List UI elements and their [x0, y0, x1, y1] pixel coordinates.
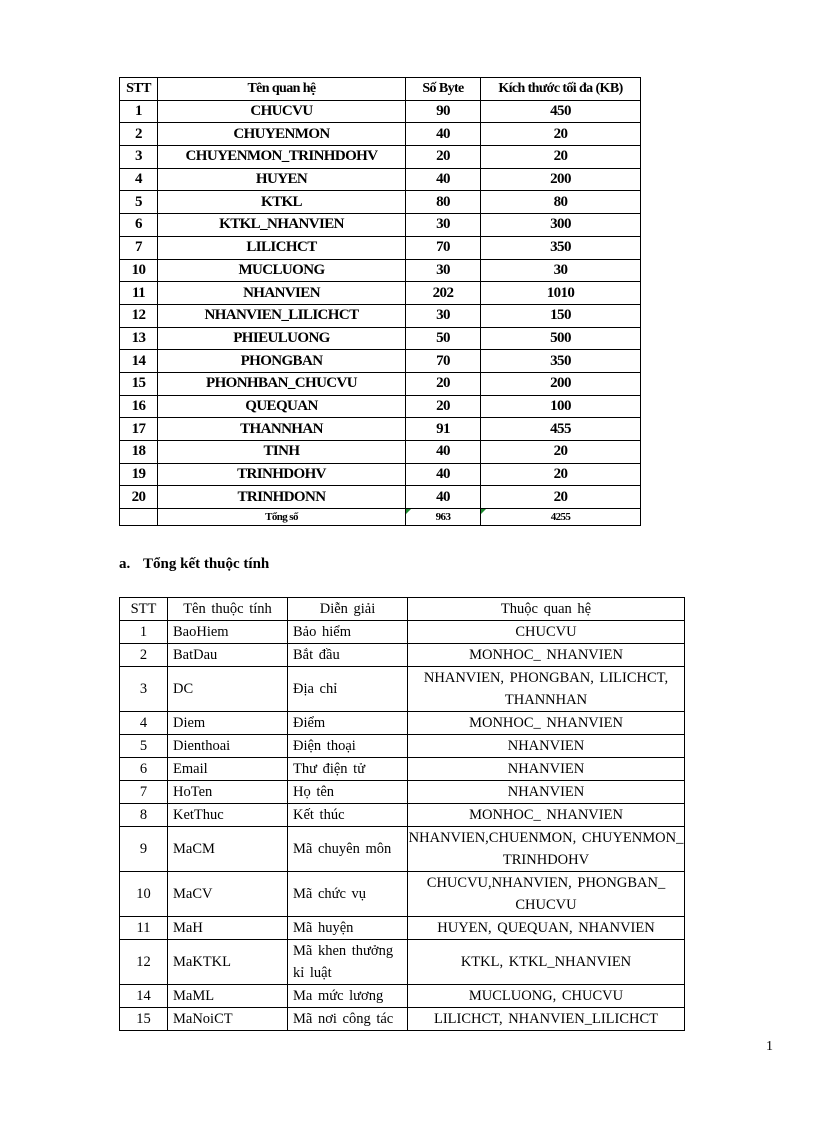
cell-relation-name: LILICHCT [158, 236, 406, 259]
table-row [120, 418, 641, 441]
section-title: Tổng kết thuộc tính [143, 556, 270, 572]
cell-max-size: 20 [481, 486, 641, 509]
relation-size-table [119, 77, 641, 526]
table-row [120, 236, 641, 259]
cell-attribute-name: MaNoiCT [168, 1008, 288, 1031]
header-attribute-name: Tên thuộc tính [168, 598, 288, 621]
cell-attribute-name: HoTen [168, 781, 288, 804]
cell-relation: MUCLUONG, CHUCVU [408, 985, 685, 1008]
header-relation-name: Tên quan hệ [158, 78, 406, 101]
cell-relation-name: HUYEN [158, 168, 406, 191]
cell-relation-name: TRINHDONN [158, 486, 406, 509]
cell-relation: NHANVIEN [408, 758, 685, 781]
total-bytes: 963 [406, 509, 481, 526]
cell-stt: 2 [120, 644, 168, 667]
cell-stt: 6 [120, 758, 168, 781]
cell-relation: MONHOC_ NHANVIEN [408, 712, 685, 735]
table-row [120, 804, 685, 827]
cell-description: Điện thoại [288, 735, 408, 758]
cell-attribute-name: DC [168, 667, 288, 712]
cell-stt: 10 [120, 872, 168, 917]
relation-size-table-body [120, 100, 641, 508]
cell-bytes: 30 [406, 214, 481, 237]
cell-max-size: 350 [481, 236, 641, 259]
cell-relation-name: KTKL [158, 191, 406, 214]
cell-relation-name: CHUYENMON [158, 123, 406, 146]
cell-relation: NHANVIEN,CHUENMON, CHUYENMON_ TRINHDOHV [408, 827, 685, 872]
table-row [120, 621, 685, 644]
cell-bytes: 20 [406, 146, 481, 169]
header-stt: STT [120, 78, 158, 101]
header-max-size: Kích thước tối đa (KB) [481, 78, 641, 101]
cell-max-size: 30 [481, 259, 641, 282]
table-row [120, 259, 641, 282]
table-header-row [120, 78, 641, 101]
table-header-row [120, 598, 685, 621]
cell-bytes: 30 [406, 259, 481, 282]
cell-relation: KTKL, KTKL_NHANVIEN [408, 940, 685, 985]
cell-relation-name: PHONGBAN [158, 350, 406, 373]
table-row [120, 214, 641, 237]
cell-relation-name: PHONHBAN_CHUCVU [158, 372, 406, 395]
cell-max-size: 100 [481, 395, 641, 418]
cell-relation: MONHOC_ NHANVIEN [408, 644, 685, 667]
cell-max-size: 150 [481, 304, 641, 327]
cell-relation: NHANVIEN [408, 735, 685, 758]
table-row [120, 191, 641, 214]
cell-description: Thư điện tử [288, 758, 408, 781]
cell-relation-name: NHANVIEN_LILICHCT [158, 304, 406, 327]
table-row [120, 486, 641, 509]
cell-stt: 19 [120, 463, 158, 486]
cell-relation: MONHOC_ NHANVIEN [408, 804, 685, 827]
total-empty-cell [120, 509, 158, 526]
cell-attribute-name: MaML [168, 985, 288, 1008]
table-row [120, 667, 685, 712]
section-heading [119, 556, 419, 573]
cell-max-size: 80 [481, 191, 641, 214]
cell-description: Mã huyện [288, 917, 408, 940]
cell-max-size: 20 [481, 441, 641, 464]
table-row [120, 168, 641, 191]
cell-stt: 17 [120, 418, 158, 441]
table-row [120, 872, 685, 917]
cell-stt: 15 [120, 372, 158, 395]
cell-description: Điểm [288, 712, 408, 735]
cell-stt: 14 [120, 350, 158, 373]
cell-stt: 9 [120, 827, 168, 872]
header-bytes: Số Byte [406, 78, 481, 101]
cell-stt: 14 [120, 985, 168, 1008]
cell-stt: 12 [120, 940, 168, 985]
cell-stt: 3 [120, 667, 168, 712]
cell-relation-name: TRINHDOHV [158, 463, 406, 486]
cell-stt: 2 [120, 123, 158, 146]
cell-relation: LILICHCT, NHANVIEN_LILICHCT [408, 1008, 685, 1031]
cell-attribute-name: BatDau [168, 644, 288, 667]
table-row [120, 1008, 685, 1031]
cell-max-size: 20 [481, 146, 641, 169]
table-row [120, 146, 641, 169]
table-row [120, 781, 685, 804]
cell-relation-name: PHIEULUONG [158, 327, 406, 350]
cell-relation: NHANVIEN, PHONGBAN, LILICHCT, THANNHAN [408, 667, 685, 712]
cell-description: Mã chức vụ [288, 872, 408, 917]
page-number: 1 [766, 1039, 773, 1054]
cell-stt: 6 [120, 214, 158, 237]
cell-stt: 1 [120, 100, 158, 123]
cell-stt: 11 [120, 917, 168, 940]
table-row [120, 327, 641, 350]
cell-stt: 8 [120, 804, 168, 827]
cell-bytes: 90 [406, 100, 481, 123]
table-row [120, 644, 685, 667]
cell-attribute-name: Dienthoai [168, 735, 288, 758]
cell-max-size: 455 [481, 418, 641, 441]
table-row [120, 395, 641, 418]
table-row [120, 100, 641, 123]
cell-attribute-name: BaoHiem [168, 621, 288, 644]
cell-bytes: 70 [406, 350, 481, 373]
cell-description: Bảo hiểm [288, 621, 408, 644]
cell-description: Mã nơi công tác [288, 1008, 408, 1031]
cell-relation-name: KTKL_NHANVIEN [158, 214, 406, 237]
cell-relation: CHUCVU,NHANVIEN, PHONGBAN_ CHUCVU [408, 872, 685, 917]
cell-stt: 15 [120, 1008, 168, 1031]
cell-description: Ma mức lương [288, 985, 408, 1008]
cell-stt: 13 [120, 327, 158, 350]
header-stt: STT [120, 598, 168, 621]
cell-max-size: 1010 [481, 282, 641, 305]
cell-stt: 7 [120, 236, 158, 259]
table-row [120, 735, 685, 758]
cell-relation: CHUCVU [408, 621, 685, 644]
cell-description: Kết thúc [288, 804, 408, 827]
table-row [120, 304, 641, 327]
header-relation: Thuộc quan hệ [408, 598, 685, 621]
cell-description: Bắt đầu [288, 644, 408, 667]
cell-max-size: 20 [481, 463, 641, 486]
cell-stt: 10 [120, 259, 158, 282]
cell-attribute-name: MaCV [168, 872, 288, 917]
cell-max-size: 200 [481, 372, 641, 395]
cell-attribute-name: MaKTKL [168, 940, 288, 985]
cell-bytes: 40 [406, 463, 481, 486]
cell-relation-name: QUEQUAN [158, 395, 406, 418]
table-row [120, 282, 641, 305]
cell-max-size: 200 [481, 168, 641, 191]
cell-attribute-name: MaCM [168, 827, 288, 872]
table-row [120, 985, 685, 1008]
cell-max-size: 500 [481, 327, 641, 350]
cell-bytes: 202 [406, 282, 481, 305]
table-row [120, 372, 641, 395]
table-row [120, 827, 685, 872]
cell-bytes: 40 [406, 123, 481, 146]
cell-max-size: 450 [481, 100, 641, 123]
attribute-summary-table [119, 597, 685, 1031]
cell-relation: HUYEN, QUEQUAN, NHANVIEN [408, 917, 685, 940]
cell-description: Địa chỉ [288, 667, 408, 712]
cell-attribute-name: MaH [168, 917, 288, 940]
table-row [120, 463, 641, 486]
cell-bytes: 91 [406, 418, 481, 441]
cell-bytes: 70 [406, 236, 481, 259]
cell-relation-name: CHUCVU [158, 100, 406, 123]
cell-bytes: 40 [406, 441, 481, 464]
cell-max-size: 350 [481, 350, 641, 373]
attribute-summary-table-body [120, 621, 685, 1031]
cell-relation-name: NHANVIEN [158, 282, 406, 305]
total-label: Tổng số [158, 509, 406, 526]
cell-relation-name: THANNHAN [158, 418, 406, 441]
header-description: Diễn giải [288, 598, 408, 621]
table-row [120, 917, 685, 940]
table-row [120, 758, 685, 781]
cell-stt: 20 [120, 486, 158, 509]
table-row [120, 940, 685, 985]
cell-bytes: 20 [406, 395, 481, 418]
cell-bytes: 40 [406, 168, 481, 191]
cell-description: Mã chuyên môn [288, 827, 408, 872]
cell-bytes: 80 [406, 191, 481, 214]
total-row [120, 509, 641, 526]
table-row [120, 712, 685, 735]
cell-stt: 16 [120, 395, 158, 418]
cell-attribute-name: KetThuc [168, 804, 288, 827]
cell-bytes: 50 [406, 327, 481, 350]
table-row [120, 123, 641, 146]
cell-description: Họ tên [288, 781, 408, 804]
total-size: 4255 [481, 509, 641, 526]
cell-stt: 12 [120, 304, 158, 327]
cell-attribute-name: Diem [168, 712, 288, 735]
cell-relation: NHANVIEN [408, 781, 685, 804]
cell-attribute-name: Email [168, 758, 288, 781]
table-row [120, 350, 641, 373]
cell-stt: 4 [120, 712, 168, 735]
table-row [120, 441, 641, 464]
cell-max-size: 300 [481, 214, 641, 237]
cell-max-size: 20 [481, 123, 641, 146]
cell-relation-name: TINH [158, 441, 406, 464]
cell-bytes: 20 [406, 372, 481, 395]
cell-relation-name: CHUYENMON_TRINHDOHV [158, 146, 406, 169]
cell-stt: 4 [120, 168, 158, 191]
cell-relation-name: MUCLUONG [158, 259, 406, 282]
cell-stt: 3 [120, 146, 158, 169]
cell-stt: 11 [120, 282, 158, 305]
cell-stt: 5 [120, 735, 168, 758]
cell-stt: 5 [120, 191, 158, 214]
cell-stt: 18 [120, 441, 158, 464]
cell-stt: 1 [120, 621, 168, 644]
cell-bytes: 30 [406, 304, 481, 327]
cell-stt: 7 [120, 781, 168, 804]
cell-description: Mã khen thưởng kỉ luật [288, 940, 408, 985]
cell-bytes: 40 [406, 486, 481, 509]
section-number: a. [119, 556, 131, 572]
